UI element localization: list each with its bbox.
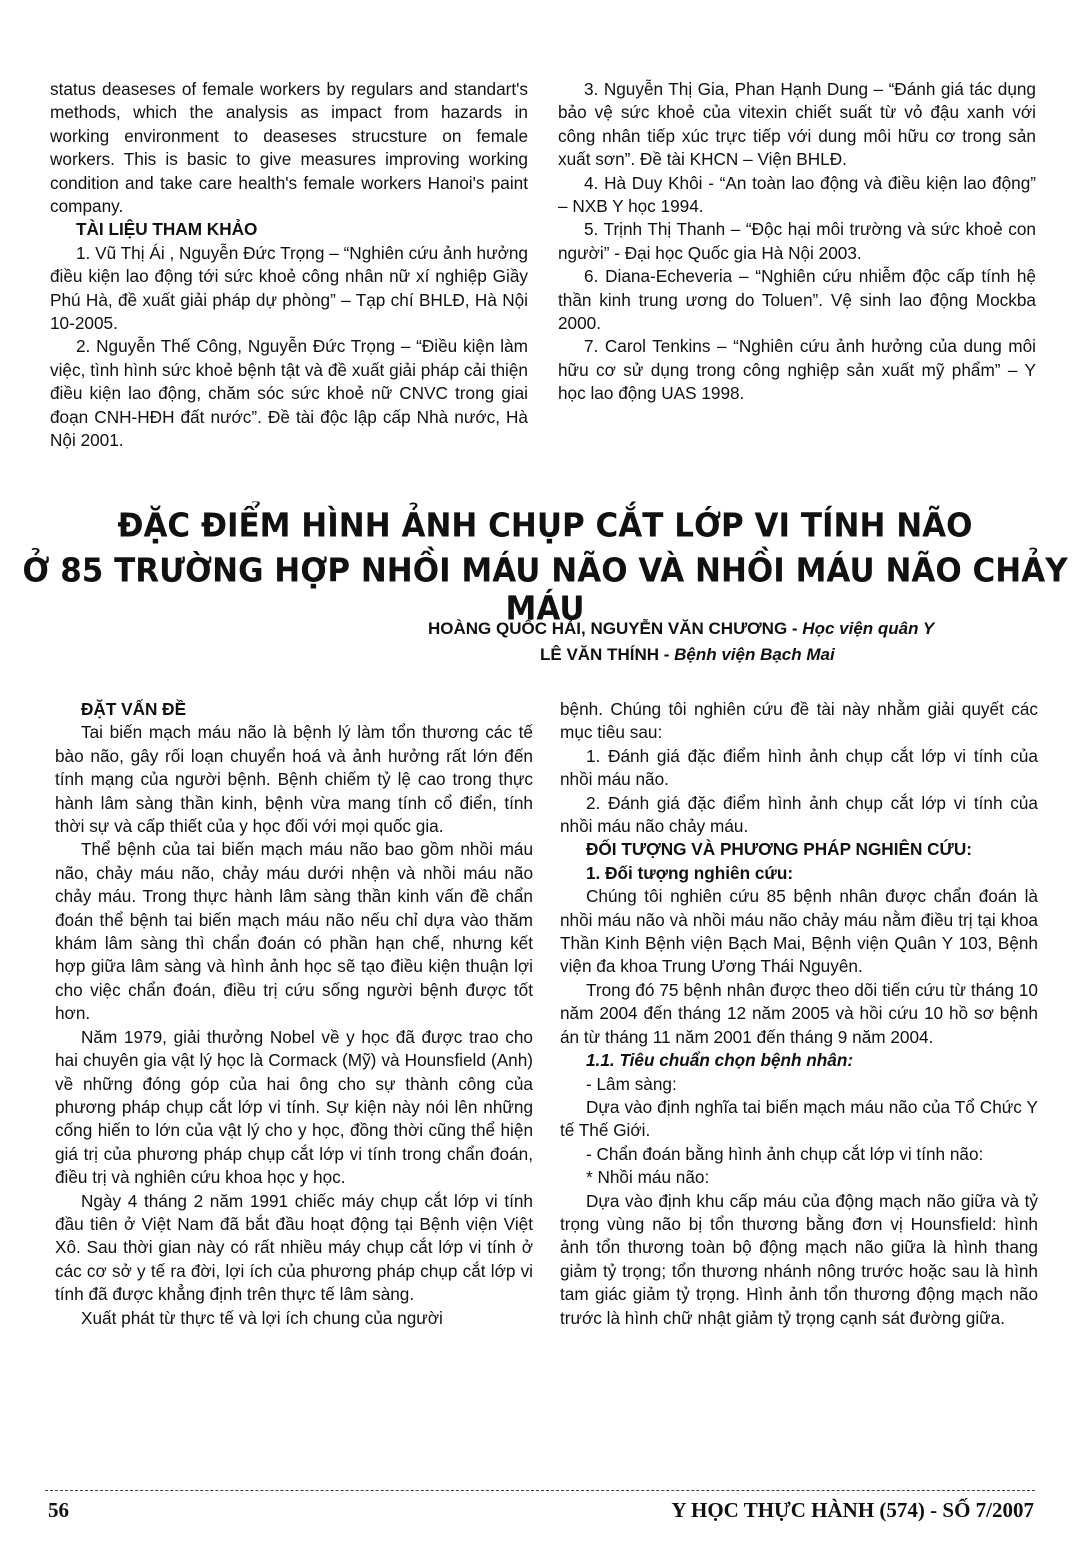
- column-bottom-left: [55, 698, 533, 1330]
- subsection-heading: 1. Đối tượng nghiên cứu:: [586, 862, 794, 883]
- journal-footer: Y HỌC THỰC HÀNH (574) - SỐ 7/2007: [671, 1498, 1034, 1522]
- article-title-line2: Ở 85 TRƯỜNG HỢP NHỒI MÁU NÃO VÀ NHỒI MÁU NÃO CHẢY MÁU: [22, 552, 1068, 628]
- abstract-tail: status deaseses of female workers by regulars and standart's methods, which the analysis as impact from hazards in working environment to deaseses strucsture on female workers. This is basic to give measures improving working condition and take care health's female workers Hanoi's paint company.: [50, 79, 528, 217]
- paragraph: Xuất phát từ thực tế và lợi ích chung của người: [81, 1307, 443, 1328]
- paragraph: Trong đó 75 bệnh nhân được theo dõi tiến cứu từ tháng 10 năm 2004 đến tháng 12 năm 2005 và hồi cứu 10 hồ sơ bệnh án từ tháng 11 năm 2001 đến tháng 9 năm 2004.: [560, 979, 1038, 1047]
- column-bottom-right: [560, 698, 1038, 1330]
- reference-item: 6. Diana-Echeveria – “Nghiên cứu nhiễm độc cấp tính hệ thần kinh trung ương do Toluen”. Vệ sinh lao động Mockba 2000.: [558, 266, 1036, 334]
- author-affiliation: Học viện quân Y: [802, 619, 935, 638]
- paragraph: Ngày 4 tháng 2 năm 1991 chiếc máy chụp cắt lớp vi tính đầu tiên ở Việt Nam đã bắt đầu hoạt động tại Bệnh viện Việt Xô. Sau thời gian này có rất nhiều máy chụp cắt lớp vi tính ở các cơ sở y tế ra đời, lợi ích của phương pháp chụp cắt lớp vi tính đã được khẳng định trên thực tế lâm sàng.: [55, 1190, 533, 1305]
- author-affiliation: Bệnh viện Bạch Mai: [674, 645, 835, 664]
- objective-item: 2. Đánh giá đặc điểm hình ảnh chụp cắt lớp vi tính của nhồi máu não chảy máu.: [560, 792, 1038, 837]
- section-heading: ĐẶT VẤN ĐỀ: [81, 699, 187, 719]
- paragraph: Chúng tôi nghiên cứu 85 bệnh nhân được chẩn đoán là nhồi máu não và nhồi máu não chảy máu nằm điều trị tại khoa Thần Kinh Bệnh viện Bạch Mai, Bệnh viện Quân Y 103, Bệnh viện đa khoa Trung Ương Thái Nguyên.: [560, 886, 1038, 977]
- reference-item: 2. Nguyễn Thế Công, Nguyễn Đức Trọng – “Điều kiện làm việc, tình hình sức khoẻ bệnh tật và đề xuất giải pháp cải thiện điều kiện lao động, chăm sóc sức khoẻ nữ CNVC trong giai đoạn CNH-HĐH đất nước”. Đề tài độc lập cấp Nhà nước, Hà Nội 2001.: [50, 336, 528, 451]
- paragraph: - Lâm sàng:: [586, 1073, 677, 1094]
- page-number: 56: [48, 1498, 69, 1522]
- reference-item: 1. Vũ Thị Ái , Nguyễn Đức Trọng – “Nghiên cứu ảnh hưởng điều kiện lao động tới sức khoẻ công nhân nữ xí nghiệp Giầy Phú Hà, đề xuất giải pháp dự phòng” – Tạp chí BHLĐ, Hà Nội 10-2005.: [50, 242, 528, 334]
- article-title-line1: ĐẶC ĐIỂM HÌNH ẢNH CHỤP CẮT LỚP VI TÍNH NÃO: [117, 507, 973, 545]
- paragraph: Dựa vào định nghĩa tai biến mạch máu não của Tổ Chức Y tế Thế Giới.: [560, 1096, 1038, 1141]
- author-names: HOÀNG QUỐC HẢI, NGUYỄN VĂN CHƯƠNG -: [428, 619, 803, 638]
- reference-item: 5. Trịnh Thị Thanh – “Độc hại môi trường và sức khoẻ con người” - Đại học Quốc gia Hà Nội 2003.: [558, 219, 1036, 263]
- reference-item: 7. Carol Tenkins – “Nghiên cứu ảnh hưởng của dung môi hữu cơ sử dụng trong công nghiệp sản xuất mỹ phẩm” – Y học lao động UAS 1998.: [558, 336, 1036, 404]
- paragraph: * Nhồi máu não:: [586, 1167, 710, 1188]
- references-heading: TÀI LIỆU THAM KHẢO: [76, 219, 258, 240]
- reference-item: 3. Nguyễn Thị Gia, Phan Hạnh Dung – “Đánh giá tác dụng bảo vệ sức khoẻ của vitexin chiết suất từ vỏ đậu xanh với công nhân tiếp xúc trực tiếp với dung môi hữu cơ trong sản xuất sơn”. Đề tài KHCN – Viện BHLĐ.: [558, 79, 1036, 170]
- paragraph: - Chẩn đoán bằng hình ảnh chụp cắt lớp vi tính não:: [586, 1143, 984, 1164]
- author-line-1: [428, 616, 934, 642]
- objective-item: 1. Đánh giá đặc điểm hình ảnh chụp cắt lớp vi tính của nhồi máu não.: [560, 745, 1038, 790]
- paragraph: bệnh. Chúng tôi nghiên cứu đề tài này nhằm giải quyết các mục tiêu sau:: [560, 699, 1038, 743]
- paragraph: Dựa vào định khu cấp máu của động mạch não giữa và tỷ trọng vùng não bị tổn thương bằng đơn vị Hounsfield: hình ảnh tổn thương toàn bộ động mạch não giữa là hình thang giảm tỷ trọng; tổn thương nhánh nông trước hoặc sau là hình tam giác giảm tỷ trọng. Hình ảnh tổn thương động mạch não trước là hình chữ nhật giảm tỷ trọng cạnh sát đường giữa.: [560, 1190, 1038, 1328]
- author-line-2: [540, 642, 835, 668]
- reference-item: 4. Hà Duy Khôi - “An toàn lao động và điều kiện lao động” – NXB Y học 1994.: [558, 172, 1036, 217]
- author-names: LÊ VĂN THÍNH -: [540, 645, 675, 664]
- subsection-heading: 1.1. Tiêu chuẩn chọn bệnh nhân:: [586, 1050, 854, 1071]
- section-heading: ĐỐI TƯỢNG VÀ PHƯƠNG PHÁP NGHIÊN CỨU:: [586, 839, 972, 860]
- column-top-right: [558, 78, 1036, 406]
- column-top-left: [50, 78, 528, 453]
- paragraph: Năm 1979, giải thưởng Nobel về y học đã được trao cho hai chuyên gia vật lý học là Cormack (Mỹ) và Hounsfield (Anh) về những đóng góp của hai ông cho sự thành công của phương pháp chụp cắt lớp vi tính. Sự kiện này nói lên những cống hiến to lớn của vật lý cho y học, đồng thời cũng thể hiện giá trị của phương pháp chụp cắt lớp vi tính trong chẩn đoán, điều trị và nghiên cứu khoa học y học.: [55, 1026, 533, 1188]
- paragraph: Thể bệnh của tai biến mạch máu não bao gồm nhồi máu não, chảy máu não, chảy máu dưới nhện và nhồi máu não chảy máu. Trong thực hành lâm sàng thần kinh vấn đề chẩn đoán thể bệnh tai biến mạch máu não nếu chỉ dựa vào thăm khám lâm sàng thì chẩn đoán có phần hạn chế, nhưng kết hợp giữa lâm sàng và hình ảnh học sẽ tạo điều kiện thuận lợi cho việc chẩn đoán, điều trị cứu sống người bệnh được tốt hơn.: [55, 839, 533, 1024]
- footer-divider: [45, 1490, 1035, 1491]
- paragraph: Tai biến mạch máu não là bệnh lý làm tổn thương các tế bào não, gây rối loạn chuyển hoá và ảnh hưởng rất lớn đến tính mạng của người bệnh. Bệnh chiếm tỷ lệ cao trong thực hành lâm sàng thần kinh, bệnh vừa mang tính cổ điển, tính thời sự và cấp thiết của y học đối với mọi quốc gia.: [55, 722, 533, 837]
